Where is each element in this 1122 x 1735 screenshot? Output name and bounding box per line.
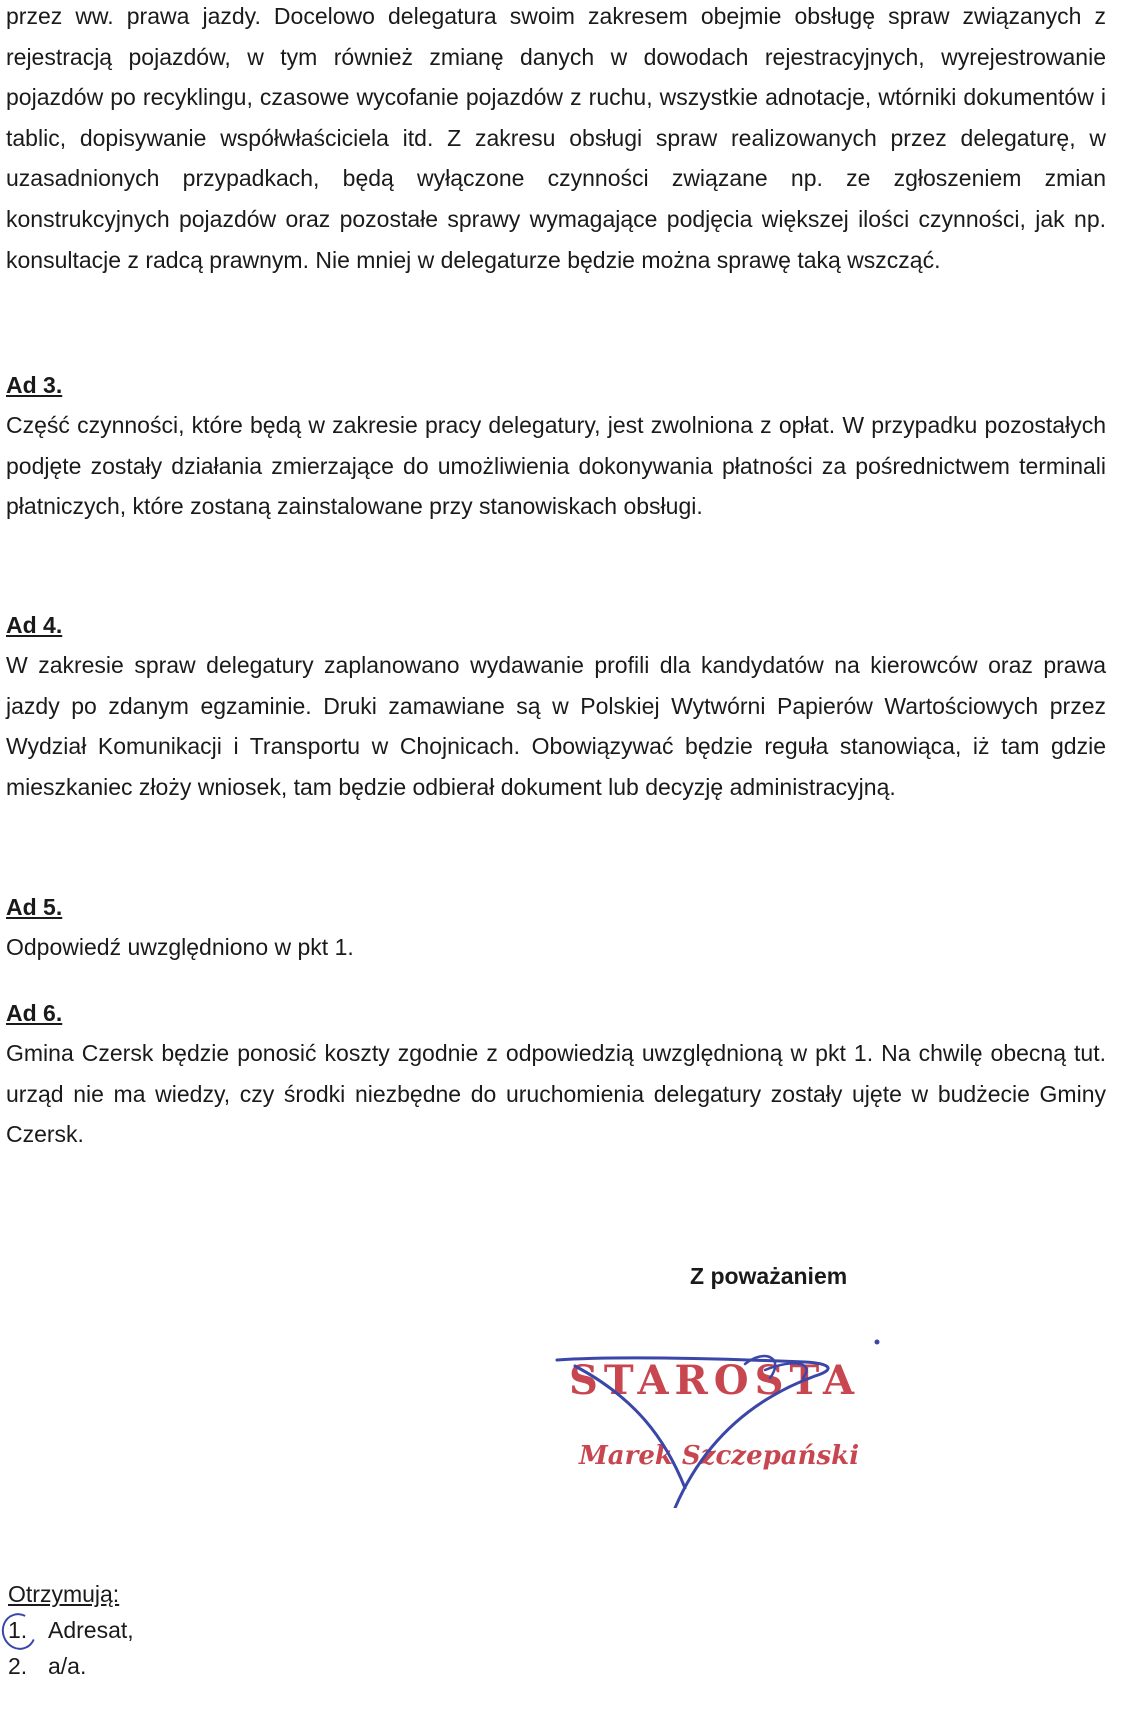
ad5-paragraph: Odpowiedź uwzględniono w pkt 1. [6, 934, 354, 960]
ad6-paragraph: Gmina Czersk będzie ponosić koszty zgodnie z odpowiedzią uwzględnioną w pkt 1. Na chwilę obecną tut. urząd nie ma wiedzy, czy środki niezbędne do uruchomienia delegatury zostały ujęte w budżecie Gminy Czersk. [6, 1040, 1106, 1148]
recipient-number-text: 2. [8, 1653, 28, 1679]
ad6-heading: Ad 6. [6, 1000, 63, 1026]
stamp-name: Marek Szczepański [579, 1441, 860, 1471]
section-ad5 [6, 887, 1106, 968]
recipient-label: Adresat, [48, 1617, 134, 1643]
stamp-title: STAROSTA [569, 1357, 861, 1404]
section-intro [6, 0, 1106, 280]
recipient-item [8, 1648, 134, 1684]
section-ad3 [6, 365, 1106, 527]
recipient-number [8, 1612, 48, 1648]
recipient-label: a/a. [48, 1653, 87, 1679]
recipient-number [8, 1648, 48, 1684]
recipient-item [8, 1612, 134, 1648]
ad3-paragraph: Część czynności, które będą w zakresie pracy delegatury, jest zwolniona z opłat. W przypadku pozostałych podjęte zostały działania zmierzające do umożliwienia dokonywania płatności za pośrednictwem terminali płatniczych, które zostaną zainstalowane przy stanowiskach obsługi. [6, 412, 1106, 520]
closing-salutation: Z poważaniem [690, 1263, 848, 1289]
stamp-graphic [555, 1318, 885, 1508]
recipient-number-text: 1. [8, 1617, 28, 1643]
section-ad6 [6, 993, 1106, 1155]
signature-dot [875, 1340, 880, 1345]
ad3-heading: Ad 3. [6, 372, 63, 398]
ad5-heading: Ad 5. [6, 894, 63, 920]
section-ad4 [6, 605, 1106, 807]
ad4-paragraph: W zakresie spraw delegatury zaplanowano wydawanie profili dla kandydatów na kierowców oraz prawa jazdy po zdanym egzaminie. Druki zamawiane są w Polskiej Wytwórni Papierów Wartościowych przez Wydział Komunikacji i Transportu w Chojnicach. Obowiązywać będzie reguła stanowiąca, iż tam gdzie mieszkaniec złoży wniosek, tam będzie odbierał dokument lub decyzję administracyjną. [6, 652, 1106, 800]
recipients-heading: Otrzymują: [8, 1581, 120, 1607]
signature-stamp [555, 1318, 885, 1508]
ad4-heading: Ad 4. [6, 612, 63, 638]
intro-paragraph: przez ww. prawa jazdy. Docelowo delegatura swoim zakresem obejmie obsługę spraw związanych z rejestracją pojazdów, w tym również zmianę danych w dowodach rejestracyjnych, wyrejestrowanie pojazdów po recyklingu, czasowe wycofanie pojazdów z ruchu, wszystkie adnotacje, wtórniki dokumentów i tablic, dopisywanie współwłaściciela itd. Z zakresu obsługi spraw realizowanych przez delegaturę, w uzasadnionych przypadkach, będą wyłączone czynności związane np. ze zgłoszeniem zmian konstrukcyjnych pojazdów oraz pozostałe sprawy wymagające podjęcia większej ilości czynności, jak np. konsultacje z radcą prawnym. Nie mniej w delegaturze będzie można sprawę taką wszcząć. [6, 3, 1106, 273]
recipients-list [8, 1576, 134, 1684]
